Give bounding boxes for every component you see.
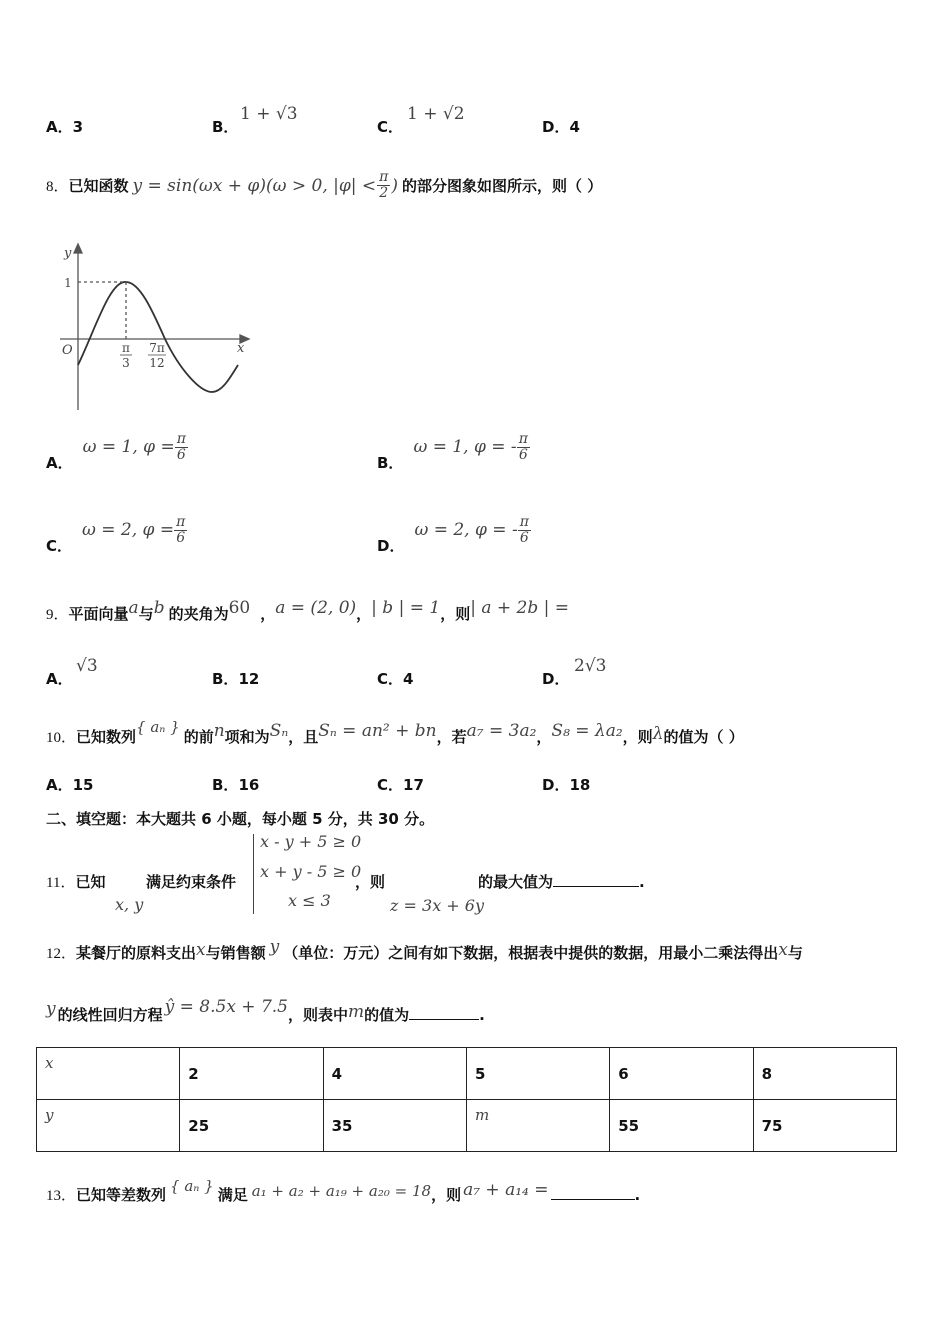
q11-answer-blank[interactable]: [553, 872, 639, 887]
q8-number: 8．: [46, 179, 69, 195]
q8-prefix: 已知函数: [68, 177, 129, 195]
q8-c-letter: C．: [46, 537, 73, 555]
q10-stem: [46, 718, 744, 747]
q11-text-2: 满足约束条件: [146, 873, 237, 891]
tick2-top: 7π: [149, 341, 165, 355]
table-cell: 35: [323, 1100, 466, 1152]
q12-y-2: y: [46, 999, 56, 1019]
q10-option-c: C．17: [377, 776, 424, 794]
x-label: x: [237, 341, 245, 356]
q8-a-frac-top: π: [176, 431, 186, 447]
q9-angle: 60: [228, 598, 251, 618]
table-row-head: x: [37, 1048, 180, 1100]
q10-definition: Sₙ = an² + bn: [318, 721, 437, 741]
y-axis-arrow: [74, 244, 82, 253]
q12-text-2: 与销售额: [205, 944, 266, 962]
q13-end: .: [634, 1186, 641, 1204]
q10-lambda: λ: [652, 724, 664, 744]
sine-curve: [78, 282, 238, 392]
table-cell: 75: [753, 1100, 896, 1152]
q10-number: 10．: [46, 730, 77, 746]
q13-text-1: 已知等差数列: [76, 1186, 167, 1204]
q12-line-2: [46, 997, 485, 1025]
q9-option-c: C．4: [377, 670, 414, 688]
q12-y-1: y: [269, 937, 280, 957]
q8-c-frac: [174, 515, 187, 545]
q10-text-7: ，则: [622, 728, 653, 746]
q7-option-b-text: 1 + √3: [240, 104, 298, 124]
q9-vector-b: b: [153, 598, 165, 618]
q12-line-1: [46, 937, 803, 963]
q7-option-b-letter: B．: [212, 118, 239, 136]
q9-text-1: 平面向量: [68, 605, 129, 623]
q8-stem: [46, 163, 602, 208]
q11-constraint-2: x + y - 5 ≥ 0: [260, 862, 362, 881]
q10-text-5: ，若: [436, 728, 467, 746]
tick1-top: π: [122, 341, 130, 355]
q9-ask: | a + 2b | =: [470, 598, 569, 618]
q8-b-frac-bottom: 6: [518, 446, 528, 463]
q11-text-1: 已知: [75, 873, 106, 891]
q13-number: 13．: [46, 1188, 77, 1204]
q8-b-letter: B．: [377, 454, 404, 472]
y-label: y: [64, 246, 72, 261]
q12-text-4: 与: [787, 944, 803, 962]
origin-label: O: [62, 343, 73, 358]
q10-text-2: 的前: [183, 728, 214, 746]
q7-option-a: A．3: [46, 118, 84, 136]
table-row: [37, 1100, 897, 1152]
q8-frac-bottom: 2: [379, 185, 389, 201]
q11-constraint-3: x ≤ 3: [288, 891, 331, 910]
table-cell: m: [466, 1100, 609, 1152]
table-cell: 5: [466, 1048, 609, 1100]
q8-d-frac-top: π: [519, 514, 529, 530]
q8-option-d: [377, 515, 531, 560]
q7-option-d: D．4: [542, 118, 580, 136]
q10-Sn: Sₙ: [269, 721, 289, 741]
q7-option-c-text: 1 + √2: [407, 104, 465, 124]
q9-option-d-text: 2√3: [574, 656, 607, 676]
q13-answer-blank[interactable]: [551, 1185, 635, 1200]
q9-text-3: 的夹角为: [168, 605, 229, 623]
q11-text-3: ，则: [355, 873, 386, 891]
q9-option-a-letter: A．: [46, 670, 73, 688]
max-label: 1: [64, 276, 72, 290]
q10-condition-1: a₇ = 3a₂: [466, 721, 537, 741]
q8-c-frac-bottom: 6: [176, 529, 186, 546]
q12-regression-equation: ŷ = 8.5x + 7.5: [164, 997, 288, 1017]
q9-option-b: B．12: [212, 670, 260, 688]
q9-b-norm: | b | = 1: [371, 598, 441, 618]
q8-formula-close: ): [391, 175, 398, 196]
q8-c-frac-top: π: [176, 514, 186, 530]
q12-end: .: [479, 1006, 485, 1024]
q9-option-a-text: √3: [76, 656, 98, 676]
q12-number: 12．: [46, 946, 77, 962]
table-row: [37, 1048, 897, 1100]
q11-end: .: [639, 873, 645, 891]
q8-d-formula: ω = 2, φ = -: [414, 520, 518, 541]
q10-text-4: ，且: [288, 728, 319, 746]
q8-formula: y = sin(ωx + φ)(ω > 0, |φ| <: [132, 175, 377, 196]
q8-option-b: [377, 432, 530, 477]
q10-text-3: 项和为: [224, 728, 270, 746]
table-cell: 6: [610, 1048, 753, 1100]
q8-frac-top: π: [379, 169, 389, 186]
q8-b-formula: ω = 1, φ = -: [413, 437, 517, 458]
q11-constraint-1: x - y + 5 ≥ 0: [260, 832, 362, 851]
q13-text-2: 满足: [217, 1186, 248, 1204]
q9-vector-a: a: [128, 598, 139, 618]
table-cell: 25: [180, 1100, 323, 1152]
q10-text-1: 已知数列: [76, 728, 137, 746]
q9-text-2: 与: [138, 605, 154, 623]
q13-text-3: ，则: [431, 1186, 462, 1204]
q9-text-4: ，则: [440, 605, 471, 623]
q8-d-letter: D．: [377, 537, 405, 555]
section-2-heading: 二、填空题：本大题共 6 小题，每小题 5 分，共 30 分。: [46, 810, 435, 828]
q8-a-frac: [175, 432, 188, 462]
q10-option-d: D．18: [542, 776, 591, 794]
q8-b-frac: [517, 432, 530, 462]
q11-number: 11．: [46, 875, 76, 891]
q10-text-8: 的值为（ ）: [663, 728, 744, 746]
q12-text-3: （单位：万元）之间有如下数据，根据表中提供的数据，用最小二乘法得出: [283, 944, 779, 962]
q9-comma-2: ，: [356, 605, 372, 623]
q8-option-a: [46, 432, 188, 477]
q13-condition: a₁ + a₂ + a₁₉ + a₂₀ = 18: [251, 1182, 432, 1200]
q11-vars: x, y: [115, 895, 144, 914]
q12-answer-blank[interactable]: [409, 1005, 479, 1020]
q8-d-frac: [518, 515, 531, 545]
q12-x-1: x: [196, 940, 206, 960]
tick2-bottom: 12: [149, 356, 165, 370]
q9-number: 9．: [46, 607, 69, 623]
table-cell: 55: [610, 1100, 753, 1152]
q12-data-table: [36, 1047, 897, 1152]
q8-c-formula: ω = 2, φ =: [82, 520, 175, 541]
table-cell: 8: [753, 1048, 896, 1100]
q8-sine-graph: [40, 240, 260, 415]
q12-m: m: [348, 1002, 365, 1022]
q8-d-frac-bottom: 6: [519, 529, 529, 546]
q12-text-5: 的线性回归方程: [57, 1006, 163, 1024]
q12-text-1: 某餐厅的原料支出: [76, 944, 197, 962]
table-cell: 4: [323, 1048, 466, 1100]
q10-option-a: A．15: [46, 776, 94, 794]
q13-sequence: { aₙ }: [170, 1177, 214, 1195]
table-cell: 2: [180, 1048, 323, 1100]
q8-formula-fraction: [377, 170, 390, 200]
table-row-head: y: [37, 1100, 180, 1152]
q10-text-6: ，: [536, 728, 552, 746]
q8-option-c: [46, 515, 187, 560]
q12-text-7: 的值为: [364, 1006, 410, 1024]
q12-x-2: x: [778, 940, 788, 960]
q10-option-b: B．16: [212, 776, 260, 794]
tick1-bottom: 3: [122, 356, 130, 370]
q12-text-6: ，则表中: [288, 1006, 349, 1024]
q10-sequence: { aₙ }: [136, 718, 180, 736]
q10-n: n: [213, 721, 225, 741]
q9-a-vector: a = (2, 0): [275, 598, 357, 618]
q8-a-frac-bottom: 6: [176, 446, 186, 463]
q10-condition-2: S₈ = λa₂: [551, 721, 623, 741]
q13-stem: [46, 1177, 641, 1205]
q11-max-label: 的最大值为: [478, 873, 554, 891]
q13-ask: a₇ + a₁₄ =: [463, 1180, 549, 1200]
q11-text-4: [478, 871, 645, 892]
q8-a-letter: A．: [46, 454, 73, 472]
q8-a-formula: ω = 1, φ =: [82, 437, 175, 458]
q9-option-d-letter: D．: [542, 670, 570, 688]
q7-option-c-letter: C．: [377, 118, 404, 136]
q9-comma-1: ，: [260, 605, 276, 623]
q8-b-frac-top: π: [518, 431, 528, 447]
q11-line: [46, 871, 105, 892]
q8-suffix: 的部分图象如图所示，则（ ）: [402, 177, 603, 195]
q11-objective: z = 3x + 6y: [390, 896, 485, 915]
q9-stem: [46, 598, 569, 624]
q11-brace: [253, 834, 254, 914]
